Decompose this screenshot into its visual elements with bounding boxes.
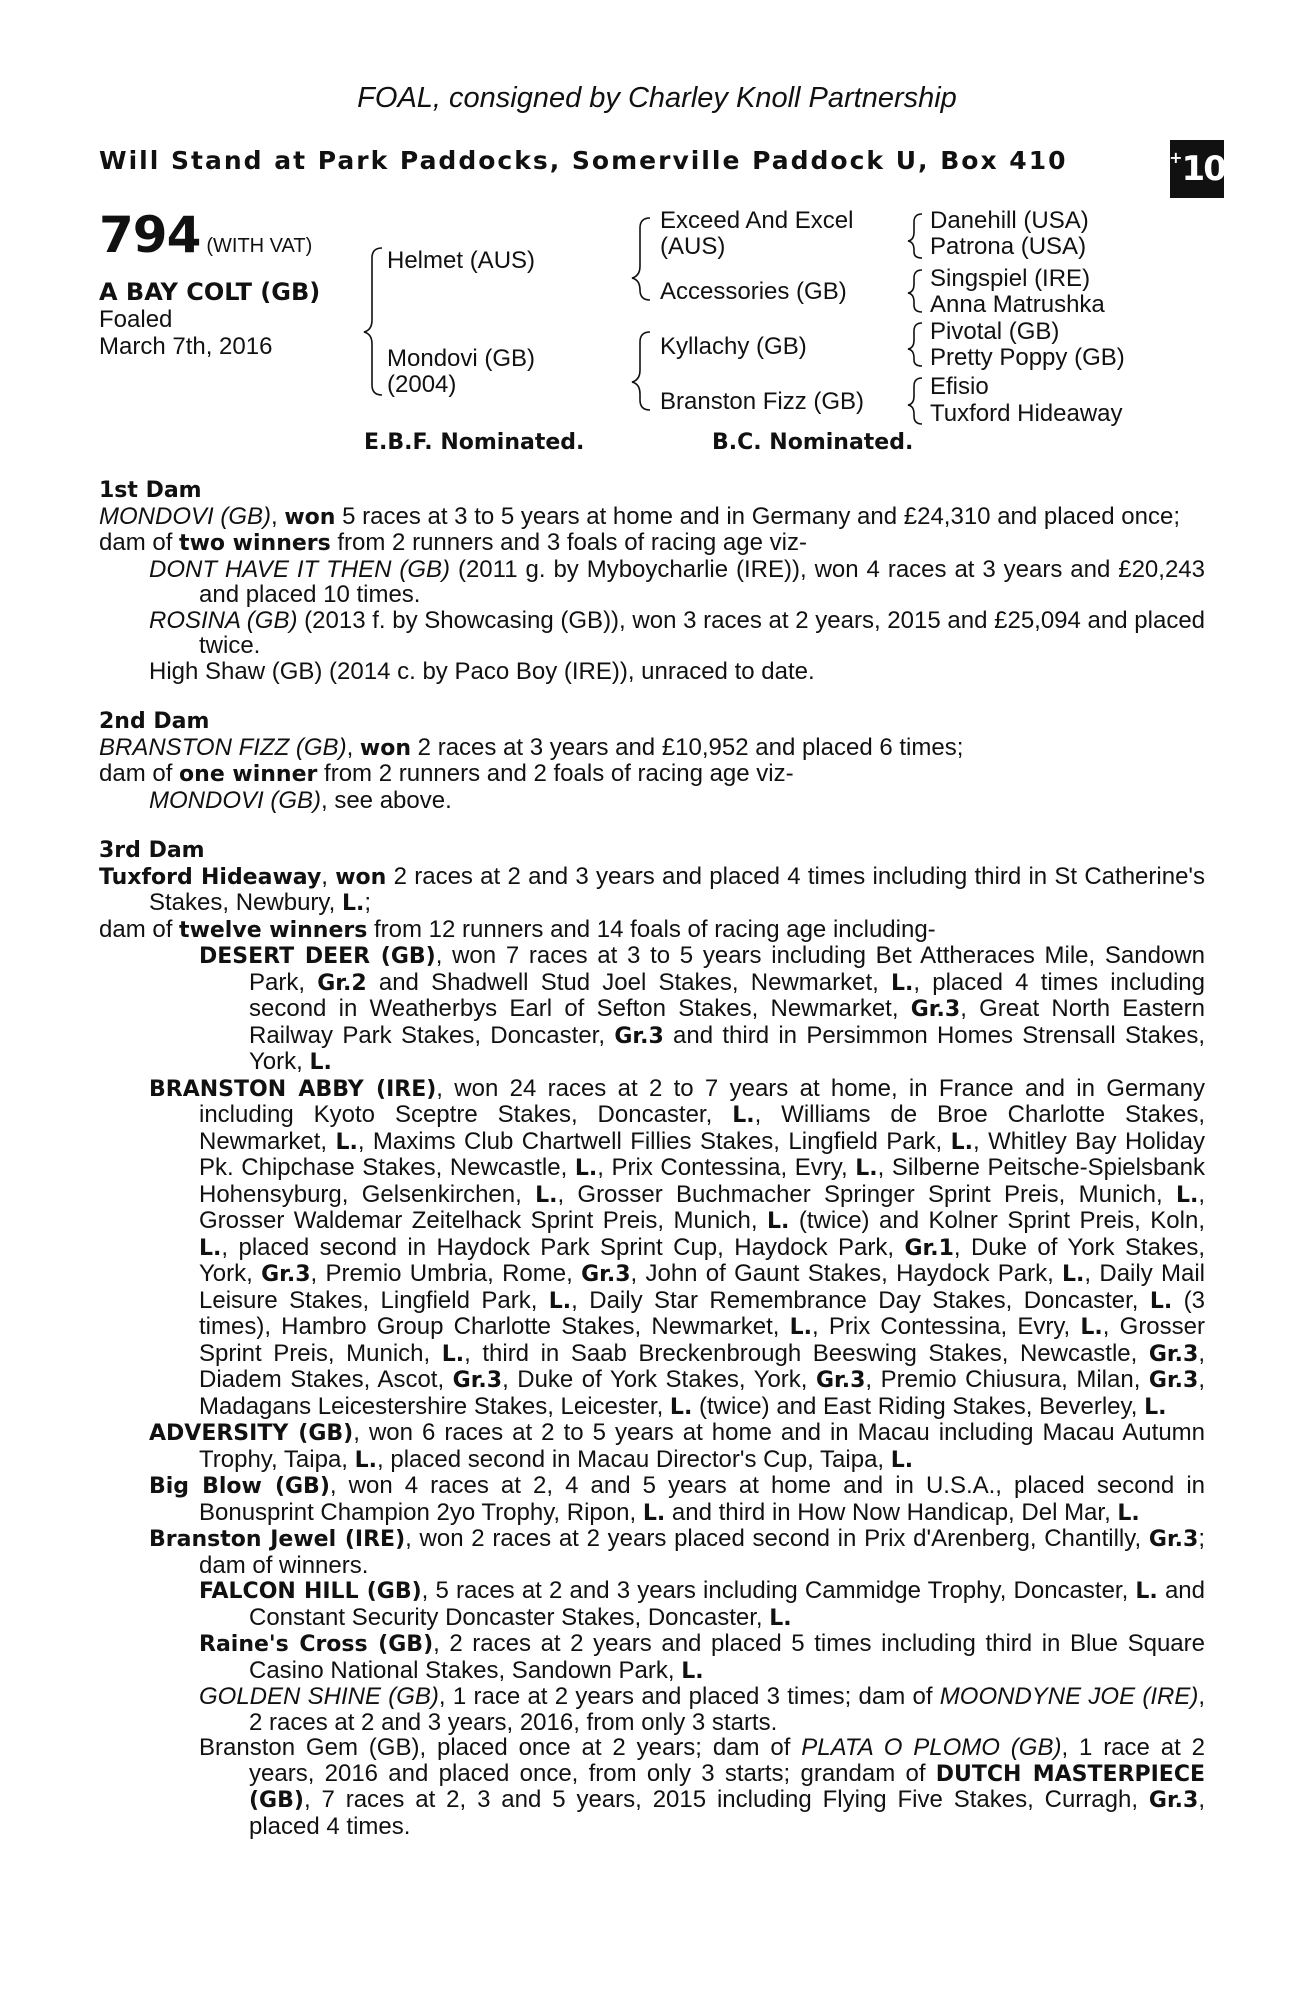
great-grandsire-3: Pivotal (GB) [930,318,1060,345]
consignor-line: FOAL, consigned by Charley Knoll Partnership [357,82,957,114]
produce-entry-branston-jewel: Branston Jewel (IRE), won 2 races at 2 years placed second in Prix d'Arenberg, Chantilly, Gr.3; dam of winners. [149,1525,1206,1579]
produce-entry-raines-cross: Raine's Cross (GB), 2 races at 2 years and placed 5 times including third in Blue Square Casino National Stakes, Sandown Park, L. [199,1630,1205,1684]
badge-number: 10 [1181,149,1225,189]
first-dam-record: MONDOVI (GB), won 5 races at 3 to 5 years at home and in Germany and £24,310 and placed once; [99,502,1180,530]
great-granddam-3: Pretty Poppy (GB) [930,344,1125,371]
produce-entry: MONDOVI (GB), see above. [149,786,452,814]
produce-entry-desert-deer: DESERT DEER (GB), won 7 races at 3 to 5 years including Bet Attheraces Mile, Sandown Park, Gr.2 and Shadwell Stud Joel Stakes, Newmarket, L., placed 4 times including second in Weatherbys Earl of Sefton Stakes, Newmarket, Gr.3, Great North Eastern Railway Park Stakes, Doncaster, Gr.3 and third in Persimmon Homes Strensall Stakes, York, L. [199,942,1205,1075]
great-granddam-4: Tuxford Hideaway [930,400,1123,427]
great-granddam-2: Anna Matrushka [930,291,1105,318]
great-granddam-1: Patrona (USA) [930,233,1087,260]
first-dam-produce-summary: dam of two winners from 2 runners and 3 foals of racing age viz- [99,529,807,556]
second-dam-produce-summary: dam of one winner from 2 runners and 2 foals of racing age viz- [99,760,794,787]
dam-sire: Kyllachy (GB) [660,333,807,360]
produce-entry-golden-shine: GOLDEN SHINE (GB), 1 race at 2 years and placed 3 times; dam of MOONDYNE JOE (IRE), 2 races at 2 and 3 years, 2016, from only 3 starts. [199,1683,1206,1736]
produce-entry: High Shaw (GB) (2014 c. by Paco Boy (IRE)), unraced to date. [149,657,815,685]
second-dam-record: BRANSTON FIZZ (GB), won 2 races at 3 years and £10,952 and placed 6 times; [99,733,964,761]
produce-entry-branston-gem: Branston Gem (GB), placed once at 2 years; dam of PLATA O PLOMO (GB), 1 race at 2 years, 2016 and placed once, from only 3 starts; grandam of DUTCH MASTERPIECE (GB), 7 races at 2, 3 and 5 years, 2015 including Flying Five Stakes, Curragh, Gr.3, placed 4 times. [199,1734,1206,1840]
produce-entry-branston-abby: BRANSTON ABBY (IRE), won 24 races at 2 to 7 years at home, in France and in Germany including Kyoto Sceptre Stakes, Doncaster, L., Williams de Broe Charlotte Stakes, Newmarket, L., Maxims Club Chartwell Fillies Stakes, Lingfield Park, L., Whitley Bay Holiday Pk. Chipchase Stakes, Newcastle, L., Prix Contessina, Evry, L., Silberne Peitsche-Spielsbank Hohensyburg, Gelsenkirchen, L., Grosser Buchmacher Springer Sprint Preis, Munich, L., Grosser Waldemar Zeitelhack Sprint Preis, Munich, L. (twice) and Kolner Sprint Preis, Koln, L., placed second in Haydock Park Sprint Cup, Haydock Park, Gr.1, Duke of York Stakes, York, Gr.3, Premio Umbria, Rome, Gr.3, John of Gaunt Stakes, Haydock Park, L., Daily Mail Leisure Stakes, Lingfield Park, L., Daily Star Remembrance Day Stakes, Doncaster, L. (3 times), Hambro Group Charlotte Stakes, Newmarket, L., Prix Contessina, Evry, L., Grosser Sprint Preis, Munich, L., third in Saab Breckenbrough Beeswing Stakes, Newcastle, Gr.3, Diadem Stakes, Ascot, Gr.3, Duke of York Stakes, York, Gr.3, Premio Chiusura, Milan, Gr.3, Madagans Leicestershire Stakes, Leicester, L. (twice) and East Riding Stakes, Beverley, L. [149,1074,1206,1420]
stand-location: Will Stand at Park Paddocks, Somerville Paddock U, Box 410 [99,146,1068,175]
produce-entry: ROSINA (GB) (2013 f. by Showcasing (GB)), won 3 races at 2 years, 2015 and £25,094 and placed twice. [149,606,1206,659]
lot-description: A BAY COLT (GB) [99,278,321,306]
third-dam-produce-summary: dam of twelve winners from 12 runners and 14 foals of racing age including- [99,915,936,943]
dam-dam: Branston Fizz (GB) [660,388,865,415]
great-grandsire-4: Efisio [930,373,989,400]
first-dam-heading: 1st Dam [99,478,202,503]
sire-dam: Accessories (GB) [660,278,847,305]
sire-sire-country: (AUS) [660,233,726,260]
great-grandsire-1: Danehill (USA) [930,207,1089,234]
produce-entry-adversity: ADVERSITY (GB), won 6 races at 2 to 5 years at home and in Macau including Macau Autumn Trophy, Taipa, L., placed second in Macau Director's Cup, Taipa, L. [149,1419,1206,1473]
second-dam-heading: 2nd Dam [99,709,210,734]
sire: Helmet (AUS) [387,247,536,274]
first-dam-name: MONDOVI (GB) [99,502,271,530]
produce-entry-falcon-hill: FALCON HILL (GB), 5 races at 2 and 3 years including Cammidge Trophy, Doncaster, L. and Constant Security Doncaster Stakes, Doncaster, L. [199,1577,1205,1631]
foaled-date: March 7th, 2016 [99,333,273,360]
third-dam-record: Tuxford Hideaway, won 2 races at 2 and 3 years and placed 4 times including third in St Catherine's Stakes, Newbury, L.; [99,862,1205,916]
ebf-nominated: E.B.F. Nominated. [364,430,585,455]
dam-year: (2004) [387,371,457,398]
lot-number: 794 [99,206,201,264]
catalogue-body [99,478,1205,1839]
third-dam-heading: 3rd Dam [99,838,205,863]
dam: Mondovi (GB) [387,345,536,372]
produce-entry-big-blow: Big Blow (GB), won 4 races at 2, 4 and 5 years at home and in U.S.A., placed second in Bonusprint Champion 2yo Trophy, Ripon, L. and third in How Now Handicap, Del Mar, L. [149,1472,1205,1526]
produce-entry: DONT HAVE IT THEN (GB) (2011 g. by Myboycharlie (IRE)), won 4 races at 3 years and £20,243 and placed 10 times. [149,555,1205,608]
foaled-label: Foaled [99,306,173,333]
badge-plus: + [1169,147,1181,167]
great-grandsire-2: Singspiel (IRE) [930,265,1091,292]
bc-nominated: B.C. Nominated. [712,430,914,455]
pedigree-braces [0,0,1314,460]
sire-sire: Exceed And Excel [660,207,854,234]
vat-note: (WITH VAT) [206,235,313,257]
